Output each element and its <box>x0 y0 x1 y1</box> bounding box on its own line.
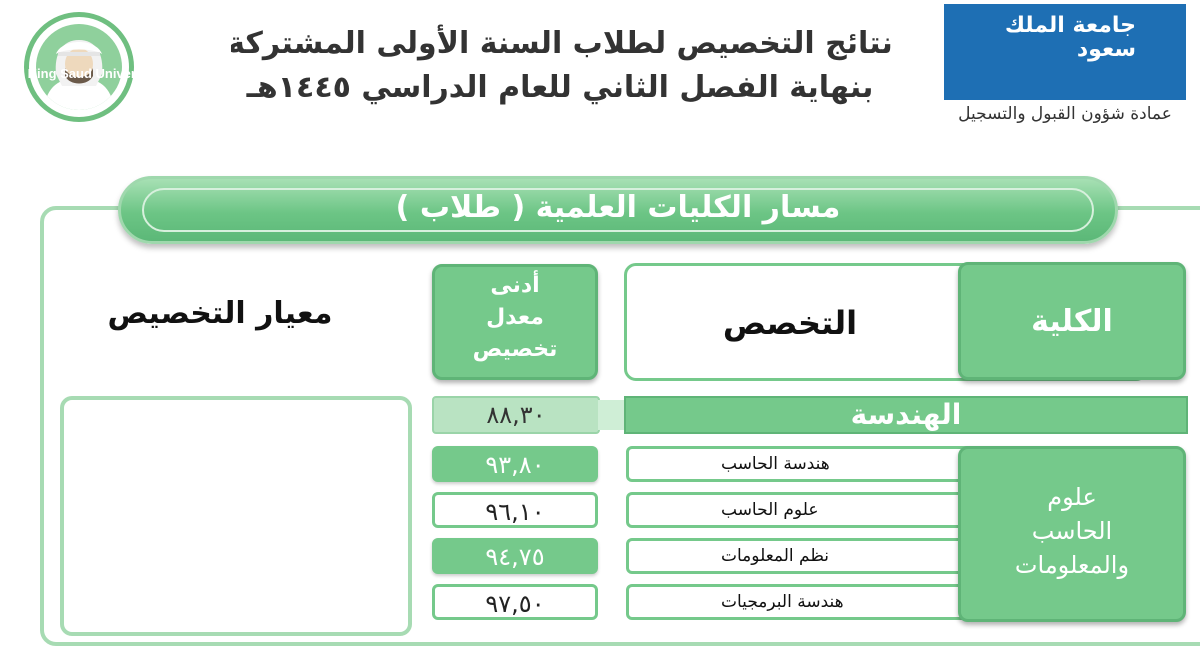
logo-arabic-name: جامعة الملك سعود <box>1004 13 1136 62</box>
track-title: مسار الكليات العلمية ( طلاب ) <box>395 190 841 225</box>
major-cell-information-systems: نظم المعلومات <box>626 538 1016 574</box>
page-title-line-2: بنهاية الفصل الثاني للعام الدراسي ١٤٤٥هـ <box>246 70 874 105</box>
page-title-line-1: نتائج التخصيص لطلاب السنة الأولى المشتركة <box>227 26 893 61</box>
engineering-gpa-value: ٨٨,٣٠ <box>486 401 546 429</box>
major-cell-software-engineering: هندسة البرمجيات <box>626 584 1016 620</box>
criterion-box <box>60 396 412 636</box>
engineering-college-label: الهندسة <box>850 398 962 431</box>
major-cell-computer-engineering: هندسة الحاسب <box>626 446 1016 482</box>
deanship-name: عمادة شؤون القبول والتسجيل <box>958 104 1172 124</box>
gpa-cell-computer-engineering: ٩٣,٨٠ <box>432 446 598 482</box>
logo-english-name: King Saud University <box>27 66 159 81</box>
criterion-header: معيار التخصيص <box>107 296 333 331</box>
major-cell-computer-science: علوم الحاسب <box>626 492 1016 528</box>
college-header-label: الكلية <box>1031 304 1113 339</box>
gpa-cell-information-systems: ٩٤,٧٥ <box>432 538 598 574</box>
emblem-year: 1957 <box>202 63 220 72</box>
major-header-label: التخصص <box>722 304 858 342</box>
gpa-cell-software-engineering: ٩٧,٥٠ <box>432 584 598 620</box>
min-gpa-header-label: أدنى معدل تخصيص <box>472 273 558 362</box>
ksu-emblem-icon <box>188 10 234 86</box>
computer-college-label: علوم الحاسب والمعلومات <box>1014 483 1130 579</box>
gpa-cell-computer-science: ٩٦,١٠ <box>432 492 598 528</box>
